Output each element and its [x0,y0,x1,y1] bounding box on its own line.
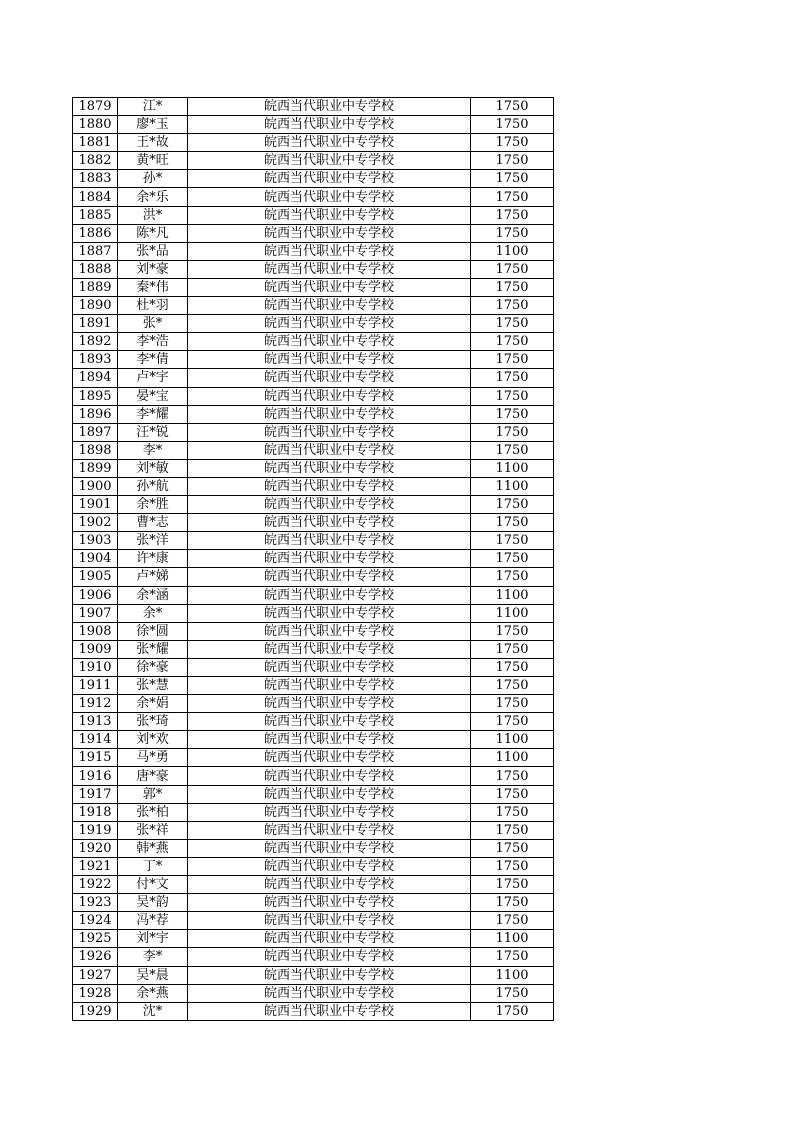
row-number-cell: 1908 [73,622,118,640]
student-name-cell: 廖*玉 [118,116,188,134]
roster-table-body [73,98,554,1021]
student-name-cell: 冯*荐 [118,912,188,930]
table-row [73,894,554,912]
subsidy-amount-cell: 1750 [471,695,554,713]
subsidy-amount-cell: 1750 [471,821,554,839]
school-name-cell: 皖西当代职业中专学校 [188,912,471,930]
student-name-cell: 汪*锐 [118,423,188,441]
subsidy-amount-cell: 1100 [471,477,554,495]
subsidy-amount-cell: 1750 [471,857,554,875]
school-name-cell: 皖西当代职业中专学校 [188,206,471,224]
row-number-cell: 1892 [73,333,118,351]
row-number-cell: 1919 [73,821,118,839]
school-name-cell: 皖西当代职业中专学校 [188,984,471,1002]
row-number-cell: 1879 [73,98,118,116]
student-name-cell: 张*琦 [118,713,188,731]
school-name-cell: 皖西当代职业中专学校 [188,586,471,604]
student-name-cell: 张*祥 [118,821,188,839]
school-name-cell: 皖西当代职业中专学校 [188,278,471,296]
table-row [73,839,554,857]
row-number-cell: 1911 [73,677,118,695]
student-name-cell: 黄*旺 [118,152,188,170]
student-name-cell: 刘*豪 [118,260,188,278]
school-name-cell: 皖西当代职业中专学校 [188,695,471,713]
table-row [73,767,554,785]
table-row [73,658,554,676]
row-number-cell: 1909 [73,640,118,658]
table-row [73,477,554,495]
row-number-cell: 1883 [73,170,118,188]
subsidy-amount-cell: 1750 [471,423,554,441]
student-name-cell: 李*浩 [118,333,188,351]
subsidy-amount-cell: 1750 [471,948,554,966]
subsidy-amount-cell: 1750 [471,134,554,152]
subsidy-amount-cell: 1750 [471,260,554,278]
table-row [73,496,554,514]
subsidy-amount-cell: 1750 [471,351,554,369]
table-row [73,98,554,116]
school-name-cell: 皖西当代职业中专学校 [188,568,471,586]
student-name-cell: 曹*志 [118,514,188,532]
subsidy-amount-cell: 1750 [471,405,554,423]
school-name-cell: 皖西当代职业中专学校 [188,514,471,532]
table-row [73,387,554,405]
row-number-cell: 1902 [73,514,118,532]
table-row [73,876,554,894]
student-name-cell: 刘*欢 [118,731,188,749]
school-name-cell: 皖西当代职业中专学校 [188,152,471,170]
student-name-cell: 张*洋 [118,532,188,550]
student-name-cell: 陈*凡 [118,224,188,242]
subsidy-amount-cell: 1750 [471,568,554,586]
row-number-cell: 1914 [73,731,118,749]
school-name-cell: 皖西当代职业中专学校 [188,459,471,477]
row-number-cell: 1903 [73,532,118,550]
subsidy-amount-cell: 1750 [471,98,554,116]
table-row [73,930,554,948]
table-row [73,152,554,170]
table-row [73,568,554,586]
row-number-cell: 1929 [73,1002,118,1020]
subsidy-amount-cell: 1750 [471,532,554,550]
student-name-cell: 卢*娣 [118,568,188,586]
student-name-cell: 沈* [118,1002,188,1020]
row-number-cell: 1928 [73,984,118,1002]
student-name-cell: 卢*宇 [118,369,188,387]
table-row [73,749,554,767]
row-number-cell: 1926 [73,948,118,966]
row-number-cell: 1912 [73,695,118,713]
table-row [73,857,554,875]
subsidy-amount-cell: 1750 [471,912,554,930]
row-number-cell: 1900 [73,477,118,495]
school-name-cell: 皖西当代职业中专学校 [188,242,471,260]
row-number-cell: 1918 [73,803,118,821]
student-name-cell: 郭* [118,785,188,803]
student-name-cell: 张*耀 [118,640,188,658]
school-name-cell: 皖西当代职业中专学校 [188,224,471,242]
row-number-cell: 1884 [73,188,118,206]
school-name-cell: 皖西当代职业中专学校 [188,188,471,206]
subsidy-amount-cell: 1100 [471,586,554,604]
student-name-cell: 李* [118,948,188,966]
row-number-cell: 1897 [73,423,118,441]
table-row [73,1002,554,1020]
subsidy-amount-cell: 1750 [471,297,554,315]
subsidy-amount-cell: 1750 [471,713,554,731]
row-number-cell: 1907 [73,604,118,622]
school-name-cell: 皖西当代职业中专学校 [188,315,471,333]
student-name-cell: 张*柏 [118,803,188,821]
student-name-cell: 孙* [118,170,188,188]
table-row [73,405,554,423]
school-name-cell: 皖西当代职业中专学校 [188,821,471,839]
school-name-cell: 皖西当代职业中专学校 [188,785,471,803]
row-number-cell: 1898 [73,441,118,459]
table-row [73,170,554,188]
student-name-cell: 吴*晨 [118,966,188,984]
school-name-cell: 皖西当代职业中专学校 [188,857,471,875]
student-name-cell: 张*品 [118,242,188,260]
table-row [73,351,554,369]
school-name-cell: 皖西当代职业中专学校 [188,405,471,423]
table-row [73,912,554,930]
student-name-cell: 张* [118,315,188,333]
row-number-cell: 1916 [73,767,118,785]
school-name-cell: 皖西当代职业中专学校 [188,1002,471,1020]
subsidy-amount-cell: 1750 [471,839,554,857]
table-row [73,441,554,459]
row-number-cell: 1881 [73,134,118,152]
row-number-cell: 1899 [73,459,118,477]
subsidy-amount-cell: 1750 [471,550,554,568]
table-row [73,622,554,640]
student-name-cell: 孙*航 [118,477,188,495]
student-name-cell: 吴*韵 [118,894,188,912]
table-row [73,333,554,351]
student-name-cell: 刘*宇 [118,930,188,948]
school-name-cell: 皖西当代职业中专学校 [188,423,471,441]
subsidy-amount-cell: 1100 [471,604,554,622]
school-name-cell: 皖西当代职业中专学校 [188,170,471,188]
school-name-cell: 皖西当代职业中专学校 [188,297,471,315]
school-name-cell: 皖西当代职业中专学校 [188,622,471,640]
subsidy-amount-cell: 1750 [471,206,554,224]
subsidy-amount-cell: 1750 [471,188,554,206]
student-name-cell: 王*故 [118,134,188,152]
table-row [73,586,554,604]
table-row [73,278,554,296]
subsidy-amount-cell: 1750 [471,514,554,532]
subsidy-amount-cell: 1750 [471,116,554,134]
table-row [73,514,554,532]
school-name-cell: 皖西当代职业中专学校 [188,477,471,495]
school-name-cell: 皖西当代职业中专学校 [188,948,471,966]
school-name-cell: 皖西当代职业中专学校 [188,876,471,894]
subsidy-amount-cell: 1100 [471,930,554,948]
student-name-cell: 马*勇 [118,749,188,767]
school-name-cell: 皖西当代职业中专学校 [188,713,471,731]
subsidy-amount-cell: 1750 [471,803,554,821]
row-number-cell: 1890 [73,297,118,315]
school-name-cell: 皖西当代职业中专学校 [188,351,471,369]
school-name-cell: 皖西当代职业中专学校 [188,369,471,387]
table-row [73,713,554,731]
subsidy-amount-cell: 1750 [471,315,554,333]
school-name-cell: 皖西当代职业中专学校 [188,550,471,568]
table-row [73,966,554,984]
table-row [73,785,554,803]
row-number-cell: 1906 [73,586,118,604]
student-name-cell: 刘*敏 [118,459,188,477]
table-row [73,677,554,695]
student-name-cell: 张*慧 [118,677,188,695]
row-number-cell: 1885 [73,206,118,224]
table-row [73,224,554,242]
school-name-cell: 皖西当代职业中专学校 [188,116,471,134]
student-name-cell: 杜*羽 [118,297,188,315]
school-name-cell: 皖西当代职业中专学校 [188,930,471,948]
subsidy-amount-cell: 1100 [471,242,554,260]
subsidy-amount-cell: 1750 [471,387,554,405]
school-name-cell: 皖西当代职业中专学校 [188,966,471,984]
row-number-cell: 1913 [73,713,118,731]
subsidy-amount-cell: 1750 [471,658,554,676]
school-name-cell: 皖西当代职业中专学校 [188,731,471,749]
school-name-cell: 皖西当代职业中专学校 [188,604,471,622]
student-name-cell: 余*燕 [118,984,188,1002]
row-number-cell: 1894 [73,369,118,387]
student-name-cell: 余*胜 [118,496,188,514]
school-name-cell: 皖西当代职业中专学校 [188,767,471,785]
row-number-cell: 1888 [73,260,118,278]
table-row [73,188,554,206]
student-name-cell: 余*涵 [118,586,188,604]
school-name-cell: 皖西当代职业中专学校 [188,387,471,405]
school-name-cell: 皖西当代职业中专学校 [188,260,471,278]
table-row [73,297,554,315]
row-number-cell: 1917 [73,785,118,803]
row-number-cell: 1901 [73,496,118,514]
subsidy-amount-cell: 1100 [471,966,554,984]
school-name-cell: 皖西当代职业中专学校 [188,803,471,821]
table-row [73,803,554,821]
school-name-cell: 皖西当代职业中专学校 [188,441,471,459]
school-name-cell: 皖西当代职业中专学校 [188,677,471,695]
subsidy-amount-cell: 1750 [471,170,554,188]
table-row [73,984,554,1002]
table-row [73,821,554,839]
row-number-cell: 1889 [73,278,118,296]
table-row [73,369,554,387]
school-name-cell: 皖西当代职业中专学校 [188,333,471,351]
school-name-cell: 皖西当代职业中专学校 [188,134,471,152]
student-name-cell: 江* [118,98,188,116]
subsidy-amount-cell: 1750 [471,333,554,351]
row-number-cell: 1921 [73,857,118,875]
school-name-cell: 皖西当代职业中专学校 [188,894,471,912]
subsidy-amount-cell: 1750 [471,152,554,170]
subsidy-amount-cell: 1750 [471,640,554,658]
subsidy-amount-cell: 1750 [471,894,554,912]
student-name-cell: 徐*圆 [118,622,188,640]
table-row [73,206,554,224]
student-name-cell: 秦*伟 [118,278,188,296]
row-number-cell: 1923 [73,894,118,912]
student-name-cell: 丁* [118,857,188,875]
student-name-cell: 李*倩 [118,351,188,369]
student-name-cell: 余*娟 [118,695,188,713]
table-row [73,948,554,966]
student-name-cell: 洪* [118,206,188,224]
subsidy-amount-cell: 1750 [471,369,554,387]
subsidy-amount-cell: 1750 [471,622,554,640]
table-row [73,423,554,441]
student-name-cell: 晏*宝 [118,387,188,405]
school-name-cell: 皖西当代职业中专学校 [188,98,471,116]
table-row [73,640,554,658]
row-number-cell: 1896 [73,405,118,423]
row-number-cell: 1891 [73,315,118,333]
row-number-cell: 1905 [73,568,118,586]
subsidy-amount-cell: 1750 [471,785,554,803]
table-row [73,242,554,260]
row-number-cell: 1910 [73,658,118,676]
subsidy-amount-cell: 1750 [471,224,554,242]
row-number-cell: 1922 [73,876,118,894]
row-number-cell: 1925 [73,930,118,948]
row-number-cell: 1927 [73,966,118,984]
subsidy-amount-cell: 1100 [471,749,554,767]
subsidy-amount-cell: 1750 [471,984,554,1002]
student-name-cell: 徐*豪 [118,658,188,676]
subsidy-amount-cell: 1750 [471,767,554,785]
roster-table [72,97,554,1021]
table-row [73,260,554,278]
row-number-cell: 1886 [73,224,118,242]
table-row [73,116,554,134]
table-row [73,134,554,152]
row-number-cell: 1895 [73,387,118,405]
table-row [73,695,554,713]
school-name-cell: 皖西当代职业中专学校 [188,640,471,658]
row-number-cell: 1924 [73,912,118,930]
school-name-cell: 皖西当代职业中专学校 [188,532,471,550]
subsidy-amount-cell: 1750 [471,876,554,894]
school-name-cell: 皖西当代职业中专学校 [188,749,471,767]
school-name-cell: 皖西当代职业中专学校 [188,839,471,857]
row-number-cell: 1915 [73,749,118,767]
student-name-cell: 许*康 [118,550,188,568]
student-name-cell: 余* [118,604,188,622]
table-row [73,459,554,477]
student-name-cell: 付*文 [118,876,188,894]
subsidy-amount-cell: 1750 [471,496,554,514]
student-name-cell: 余*乐 [118,188,188,206]
table-row [73,604,554,622]
row-number-cell: 1880 [73,116,118,134]
subsidy-amount-cell: 1750 [471,677,554,695]
student-name-cell: 唐*豪 [118,767,188,785]
subsidy-amount-cell: 1750 [471,278,554,296]
row-number-cell: 1893 [73,351,118,369]
subsidy-amount-cell: 1750 [471,441,554,459]
row-number-cell: 1882 [73,152,118,170]
row-number-cell: 1887 [73,242,118,260]
row-number-cell: 1920 [73,839,118,857]
student-name-cell: 李* [118,441,188,459]
subsidy-amount-cell: 1100 [471,459,554,477]
table-row [73,315,554,333]
subsidy-amount-cell: 1750 [471,1002,554,1020]
school-name-cell: 皖西当代职业中专学校 [188,496,471,514]
table-row [73,550,554,568]
row-number-cell: 1904 [73,550,118,568]
school-name-cell: 皖西当代职业中专学校 [188,658,471,676]
table-row [73,731,554,749]
subsidy-amount-cell: 1100 [471,731,554,749]
table-row [73,532,554,550]
student-name-cell: 韩*燕 [118,839,188,857]
student-name-cell: 李*耀 [118,405,188,423]
